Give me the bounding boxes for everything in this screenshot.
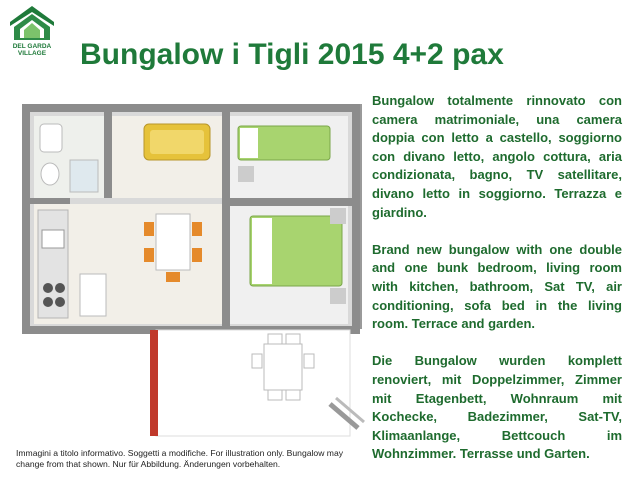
disclaimer: Immagini a titolo informativo. Soggetti a modifiche. For illustration only. Bungalow may change from that shown. Nur für Abbildung. Änderungen vorbehalten.: [16, 448, 344, 469]
village-logo: [6, 4, 58, 62]
description: [372, 92, 622, 482]
description-italian: Bungalow totalmente rinnovato con camera matrimoniale, una camera doppia con letto a castello, soggiorno con divano letto, angolo cottura, aria condizionata, bagno, TV satellitare, divano letto in soggiorno. Terrazza e giardino.: [372, 93, 622, 220]
description-german: Die Bungalow wurden komplett renoviert, mit Doppelzimmer, Zimmer mit Etagenbett, Wohnraum mit Kochecke, Badezimmer, Sat-TV, Klimaanlange, Bettcouch im Wohnzimmer. Terrasse und Garten.: [372, 353, 622, 462]
description-english: Brand new bungalow with one double and one bunk bedroom, living room with kitchen, bathroom, Sat TV, air conditioning, sofa bed in the living room. Terrace and garden.: [372, 241, 622, 332]
page-title: Bungalow i Tigli 2015 4+2 pax: [80, 38, 504, 71]
logo-line-2: VILLAGE: [17, 50, 47, 57]
floor-plan-image: [16, 98, 372, 438]
logo-line-1: DEL GARDA: [12, 43, 52, 50]
